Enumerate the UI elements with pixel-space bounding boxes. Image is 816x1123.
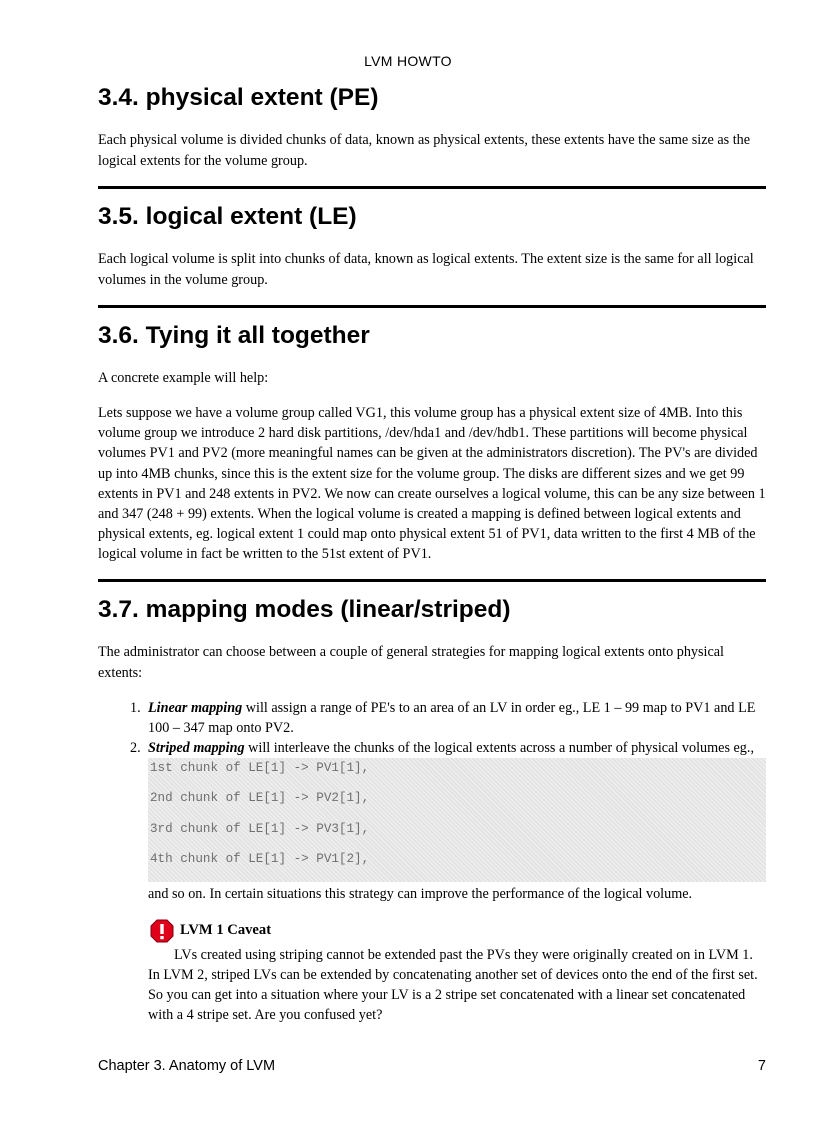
section-3-4-paragraph: Each physical volume is divided chunks of data, known as physical extents, these extents have the same size as the logical extents for the volume group. xyxy=(98,132,751,169)
code-line: 2nd chunk of LE[1] -> PV2[1], xyxy=(150,791,370,806)
list-item-text: will interleave the chunks of the logical extents across a number of physical volumes eg., xyxy=(244,739,754,756)
section-heading-3-4: 3.4. physical extent (PE) xyxy=(98,84,379,111)
list-item-number: 1. xyxy=(130,699,141,716)
caveat-title: LVM 1 Caveat xyxy=(180,922,272,939)
code-block xyxy=(148,758,766,882)
caveat-title-row xyxy=(148,917,766,945)
running-header: LVM HOWTO xyxy=(364,53,452,69)
list-item-term: Striped mapping xyxy=(148,739,245,756)
after-code-text: and so on. In certain situations this strategy can improve the performance of the logical volume. xyxy=(148,885,693,902)
section-3-6-intro: A concrete example will help: xyxy=(98,370,269,386)
list-item xyxy=(98,738,766,758)
list-item-number: 2. xyxy=(130,739,141,756)
section-divider xyxy=(98,579,766,582)
caveat-body: LVs created using striping cannot be extended past the PVs they were originally created on in LVM 1. xyxy=(174,946,753,963)
section-divider xyxy=(98,186,766,189)
section-3-5-paragraph: Each logical volume is split into chunks of data, known as logical extents. The extent size is the same for all logical volumes in the volume group. xyxy=(98,251,754,288)
list-item xyxy=(98,698,766,738)
section-3-6-example: Lets suppose we have a volume group called VG1, this volume group has a physical extent size of 4MB. Into this volume group we introduce 2 hard disk partitions, /dev/hda1 and /dev/hdb1. These partitions will become physical volumes PV1 and PV2 (more meaningful names can be given at the administrators discretion). The PV's are divided up into 4MB chunks, since this is the extent size for the volume group. The disks are different sizes and we get 99 extents in PV1 and 248 extents in PV2. We now can create ourselves a logical volume, this can be any size between 1 and 347 (248 + 99) extents. When the logical volume is created a mapping is defined between logical extents and physical extents, eg. logical extent 1 could map onto physical extent 51 of PV1, data written to the first 4 MB of the logical volume in fact be written to the 51st extent of PV1. xyxy=(98,405,766,563)
caveat-admonition xyxy=(148,917,766,965)
page-content xyxy=(98,83,766,1025)
section-heading-3-6: 3.6. Tying it all together xyxy=(98,322,370,349)
section-heading-3-7: 3.7. mapping modes (linear/striped) xyxy=(98,595,511,623)
warning-icon xyxy=(148,917,176,945)
code-line: 3rd chunk of LE[1] -> PV3[1], xyxy=(150,821,370,836)
code-line: 1st chunk of LE[1] -> PV1[1], xyxy=(150,760,370,775)
section-divider xyxy=(98,305,766,308)
closing-paragraph: In LVM 2, striped LVs can be extended by concatenating another set of devices onto the end of the first set. So you can get into a situation where your LV is a 2 stripe set concatenated with a linear set concatenated with a 4 stripe set. Are you confused yet? xyxy=(148,966,758,1023)
footer-chapter: Chapter 3. Anatomy of LVM xyxy=(98,1058,276,1074)
code-line: 4th chunk of LE[1] -> PV1[2], xyxy=(150,852,370,867)
footer-page-number: 7 xyxy=(757,1058,766,1074)
list-item-term: Linear mapping xyxy=(148,699,243,716)
list-item-text: will assign a range of PE's to an area of an LV in order eg., LE 1 – 99 map to PV1 and LE 100 – 347 map onto PV2. xyxy=(148,699,756,736)
mapping-modes-list xyxy=(98,698,766,758)
section-heading-3-5: 3.5. logical extent (LE) xyxy=(98,203,357,230)
section-3-7-intro: The administrator can choose between a couple of general strategies for mapping logical extents onto physical extents: xyxy=(98,643,725,681)
